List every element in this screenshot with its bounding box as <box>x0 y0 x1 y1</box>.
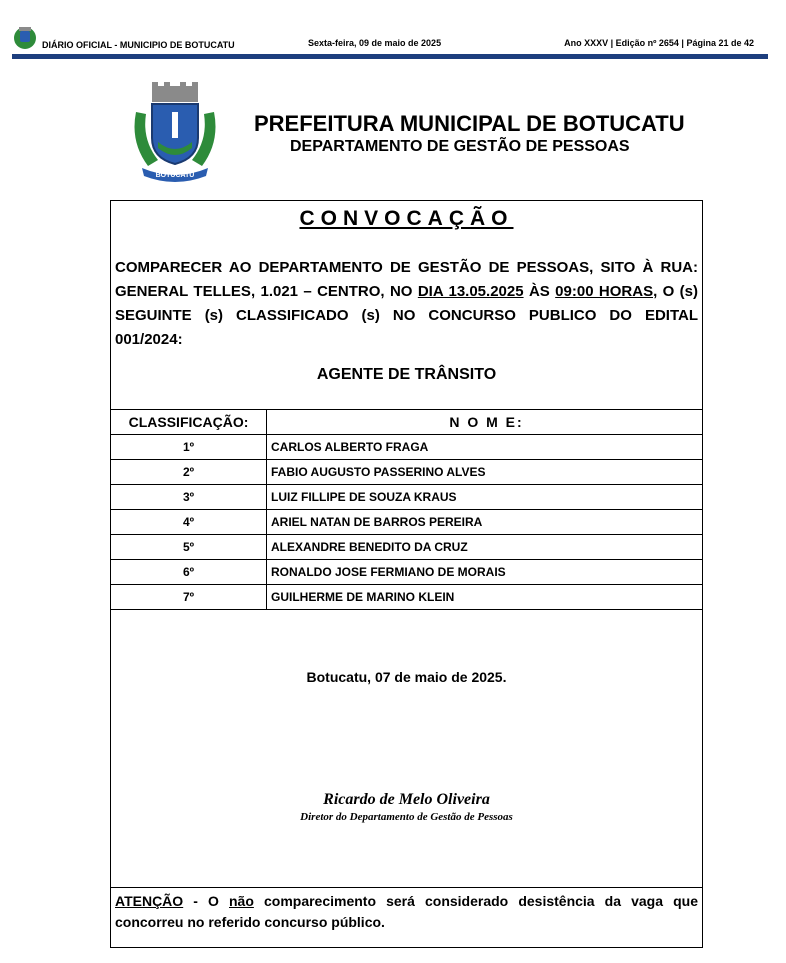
name-cell: ALEXANDRE BENEDITO DA CRUZ <box>267 535 703 560</box>
department-name: DEPARTAMENTO DE GESTÃO DE PESSOAS <box>290 138 630 155</box>
table-row <box>111 510 703 535</box>
attention-label: ATENÇÃO <box>115 893 184 909</box>
gazette-edition: Ano XXXV | Edição nº 2654 | Página 21 de 42 <box>564 38 754 48</box>
intro-time: 09:00 HORAS, <box>555 283 658 300</box>
header-bar <box>12 54 768 59</box>
rank-cell: 1º <box>111 435 267 460</box>
name-cell: ARIEL NATAN DE BARROS PEREIRA <box>267 510 703 535</box>
rank-cell: 6º <box>111 560 267 585</box>
convocation-intro <box>115 256 698 352</box>
signatory-name: Ricardo de Melo Oliveira <box>323 791 490 808</box>
header-name: N O M E: <box>267 410 703 435</box>
attention-emphasis: não <box>229 893 254 909</box>
header-classification: CLASSIFICAÇÃO: <box>111 410 267 435</box>
attention-note <box>115 891 698 933</box>
intro-text-2: ÀS <box>523 283 556 300</box>
crest-banner-text: BOTUCATU <box>155 172 195 179</box>
name-cell: FABIO AUGUSTO PASSERINO ALVES <box>267 460 703 485</box>
attention-text-2: comparecimento será considerado desistência da vaga que concorreu no referido concurso público. <box>115 893 698 930</box>
gazette-header <box>10 22 768 58</box>
rank-cell: 2º <box>111 460 267 485</box>
name-cell: CARLOS ALBERTO FRAGA <box>267 435 703 460</box>
convocation-title: CONVOCAÇÃO <box>299 207 514 230</box>
table-row <box>111 535 703 560</box>
rank-cell: 3º <box>111 485 267 510</box>
attention-text-1: - O <box>183 893 229 909</box>
rank-cell: 5º <box>111 535 267 560</box>
intro-date: DIA 13.05.2025 <box>417 283 524 300</box>
place-date: Botucatu, 07 de maio de 2025. <box>306 669 507 685</box>
classification-table <box>110 409 703 610</box>
municipal-crest-small-icon <box>12 24 38 50</box>
table-row <box>111 560 703 585</box>
rank-cell: 4º <box>111 510 267 535</box>
signatory-role: Diretor do Departamento de Gestão de Pessoas <box>300 811 513 823</box>
convocation-box <box>110 200 703 948</box>
rank-cell: 7º <box>111 585 267 610</box>
organization-name: PREFEITURA MUNICIPAL DE BOTUCATU <box>254 111 685 136</box>
name-cell: RONALDO JOSE FERMIANO DE MORAIS <box>267 560 703 585</box>
table-header-row <box>111 410 703 435</box>
table-row <box>111 485 703 510</box>
gazette-date: Sexta-feira, 09 de maio de 2025 <box>308 38 442 48</box>
gazette-title: DIÁRIO OFICIAL - MUNICIPIO DE BOTUCATU <box>42 40 235 50</box>
table-row <box>111 460 703 485</box>
attention-divider <box>111 887 702 888</box>
name-cell: GUILHERME DE MARINO KLEIN <box>267 585 703 610</box>
municipal-crest-icon <box>128 82 222 182</box>
name-cell: LUIZ FILLIPE DE SOUZA KRAUS <box>267 485 703 510</box>
position-title: AGENTE DE TRÂNSITO <box>316 366 497 383</box>
intro-text-1: COMPARECER AO DEPARTAMENTO DE GESTÃO DE PESSOAS, SITO À RUA: GENERAL TELLES, 1.021 – CENTRO, NO <box>115 259 698 300</box>
intro-text-3: O (s) SEGUINTE (s) CLASSIFICADO (s) NO CONCURSO PUBLICO DO EDITAL 001/2024: <box>115 283 698 348</box>
table-row <box>111 435 703 460</box>
table-row <box>111 585 703 610</box>
